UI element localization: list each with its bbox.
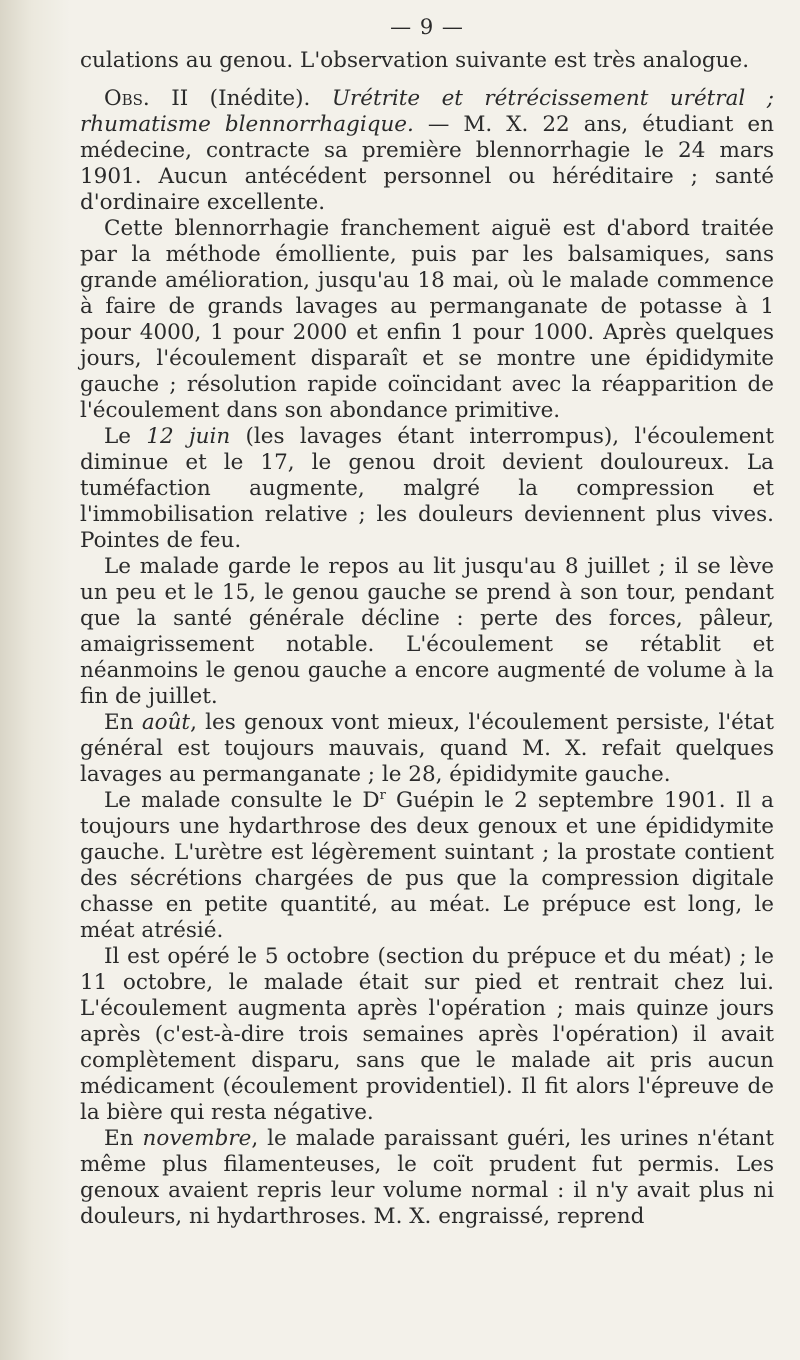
p6-after: Guépin le 2 septembre 1901. Il a toujours une hydarthrose des deux genoux et une épididymite gauche. L'urètre est légèrement suintant ; la prostate contient des sécrétions chargées de pus que la compression digitale chasse en petite quantité, au méat. Le prépuce est long, le méat atrésié. — [80, 788, 774, 943]
page-edge-shadow — [0, 0, 70, 1360]
p8-lead: En — [104, 1126, 143, 1151]
paragraph-june — [80, 424, 774, 554]
p8-text: , le malade paraissant guéri, les urines n'étant même plus filamenteuses, le coït prudent fut permis. Les genoux avaient repris leur volume normal : il n'y avait plus ni douleurs, ni hydarthroses. M. X. engraissé, reprend — [80, 1126, 774, 1229]
intro-paragraph: culations au genou. L'observation suivante est très analogue. — [80, 48, 750, 73]
observation-paragraph — [80, 86, 774, 216]
paragraph-treatment: Cette blennorrhagie franchement aiguë est d'abord traitée par la méthode émolliente, puis par les balsamiques, sans grande amélioration, jusqu'au 18 mai, où le malade commence à faire de grands lavages au permanganate de potasse à 1 pour 4000, 1 pour 2000 et enfin 1 pour 1000. Après quelques jours, l'écoulement disparaît et se montre une épididymite gauche ; résolution rapide coïncidant avec la réapparition de l'écoulement dans son abondance primitive. — [80, 216, 774, 423]
page-number: — 9 — — [390, 15, 464, 39]
paragraph-consultation — [80, 788, 774, 944]
paragraph-august — [80, 710, 774, 788]
p3-text: (les lavages étant interrompus), l'écoulement diminue et le 17, le genou droit devient douloureux. La tuméfaction augmente, malgré la compression et l'immobilisation relative ; les douleurs deviennent plus vives. Pointes de feu. — [80, 424, 774, 553]
p6-sup: r — [379, 787, 386, 803]
p3-date: 12 juin — [146, 424, 231, 449]
p5-text: , les genoux vont mieux, l'écoulement persiste, l'état général est toujours mauvais, quand M. X. refait quelques lavages au permanganate ; le 28, épididymite gauche. — [80, 710, 774, 787]
p3-lead: Le — [104, 424, 147, 449]
paragraph-operation: Il est opéré le 5 octobre (section du prépuce et du méat) ; le 11 octobre, le malade était sur pied et rentrait chez lui. L'écoulement augmenta après l'opération ; mais quinze jours après (c'est-à-dire trois semaines après l'opération) il avait complètement disparu, sans que le malade ait pris aucun médicament (écoulement providentiel). Il fit alors l'épreuve de la bière qui resta négative. — [80, 944, 774, 1125]
obs-text: — M. X. 22 ans, étudiant en médecine, contracte sa première blennorrhagie le 24 mars 1901. Aucun antécédent personnel ou héréditaire ; santé d'ordinaire excellente. — [80, 112, 774, 215]
paragraph-july: Le malade garde le repos au lit jusqu'au 8 juillet ; il se lève un peu et le 15, le genou gauche se prend à son tour, pendant que la santé générale décline : perte des forces, pâleur, amaigrissement notable. L'écoulement se rétablit et néanmoins le genou gauche a encore augmenté de volume à la fin de juillet. — [80, 554, 774, 709]
paragraph-november — [80, 1126, 774, 1230]
p5-lead: En — [104, 710, 142, 735]
p8-date: novembre — [142, 1126, 252, 1151]
obs-label: Obs. — [104, 86, 150, 111]
p5-date: août — [141, 710, 191, 735]
p6-before: Le malade consulte le D — [104, 788, 380, 813]
obs-title: Urétrite et rétrécissement urétral ; rhumatisme blennorrhagique. — [80, 86, 774, 137]
document-page — [80, 14, 774, 1230]
obs-number: II (Inédite). — [149, 86, 332, 111]
